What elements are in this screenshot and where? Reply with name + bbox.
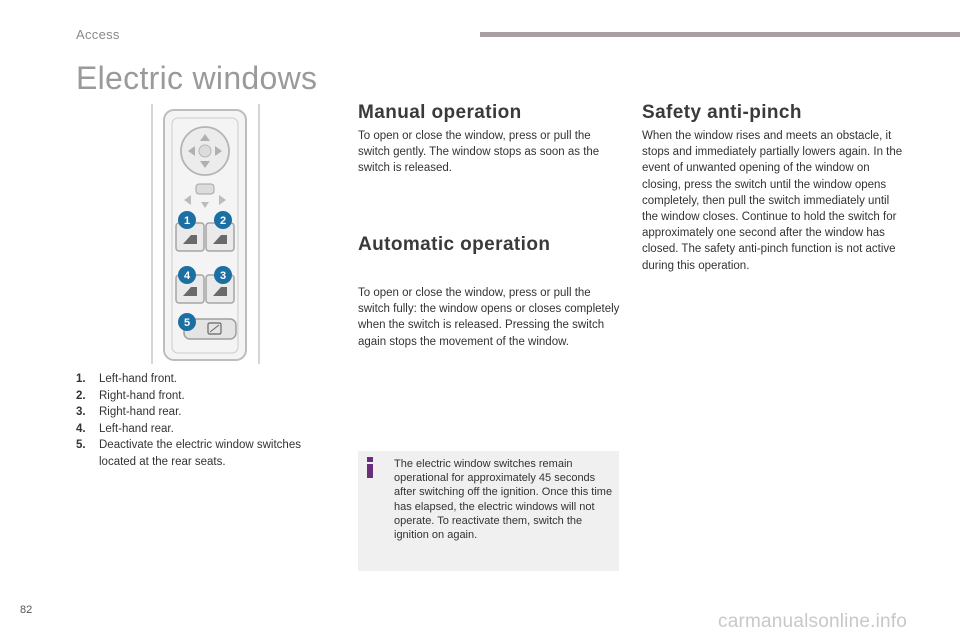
window-switch-panel-illustration — [150, 104, 262, 364]
badge-4 — [178, 266, 196, 284]
legend-item — [76, 437, 326, 470]
legend-text: Left-hand front. — [99, 373, 177, 385]
svg-text:3: 3 — [219, 270, 227, 282]
svg-text:5: 5 — [183, 317, 191, 329]
safety-anti-pinch-text: When the window rises and meets an obstacle, it stops and immediately partially lowers again. In the event of unwanted opening of the window on closing, press the switch until the window opens completely, then pull the switch immediately until the window closes. Continue to hold the switch for approximately one second after the window has closed. The safety anti-pinch function is not active during this operation. — [642, 130, 903, 272]
legend-item — [76, 404, 326, 421]
header-bar — [480, 32, 960, 37]
legend-text: Right-hand front. — [99, 389, 185, 402]
legend-item — [76, 371, 326, 388]
svg-text:2: 2 — [219, 215, 227, 227]
badge-2 — [214, 211, 232, 229]
badge-5 — [178, 313, 196, 331]
legend-text: Deactivate the electric window switches located at the rear seats. — [99, 439, 301, 468]
legend-number: 4. — [76, 422, 86, 435]
watermark: carmanualsonline.info — [718, 611, 908, 632]
info-note — [358, 451, 619, 571]
switch-legend — [76, 371, 326, 471]
legend-number: 2. — [76, 389, 86, 402]
section-label: Access — [76, 27, 120, 42]
automatic-operation-heading: Automatic operation — [358, 234, 551, 255]
automatic-operation-text: To open or close the window, press or pull the switch fully: the window opens or closes completely when the switch is released. Pressing the switch again stops the movement of the window. — [358, 287, 620, 348]
legend-number: 5. — [76, 439, 86, 452]
legend-text: Left-hand rear. — [99, 422, 174, 435]
legend-number: 3. — [76, 406, 86, 419]
manual-operation-heading: Manual operation — [358, 102, 522, 123]
badge-1 — [178, 211, 196, 229]
badge-3 — [214, 266, 232, 284]
svg-text:4: 4 — [183, 270, 191, 282]
page-title: Electric windows — [76, 60, 318, 96]
manual-operation-text: To open or close the window, press or pull the switch gently. The window stops as soon as the switch is released. — [358, 130, 600, 175]
mirror-control-icon — [181, 127, 229, 175]
legend-number: 1. — [76, 373, 86, 385]
svg-text:1: 1 — [183, 215, 191, 227]
safety-anti-pinch-heading: Safety anti-pinch — [642, 102, 802, 123]
info-note-text: The electric window switches remain operational for approximately 45 seconds after switching off the ignition. Once this time has elapsed, the electric windows will not operate. To reactivate them, switch the ignition on again. — [394, 458, 613, 542]
info-icon — [367, 457, 373, 479]
legend-text: Right-hand rear. — [99, 406, 182, 419]
legend-item — [76, 421, 326, 438]
legend-item — [76, 388, 326, 405]
page-number: 82 — [20, 604, 33, 616]
